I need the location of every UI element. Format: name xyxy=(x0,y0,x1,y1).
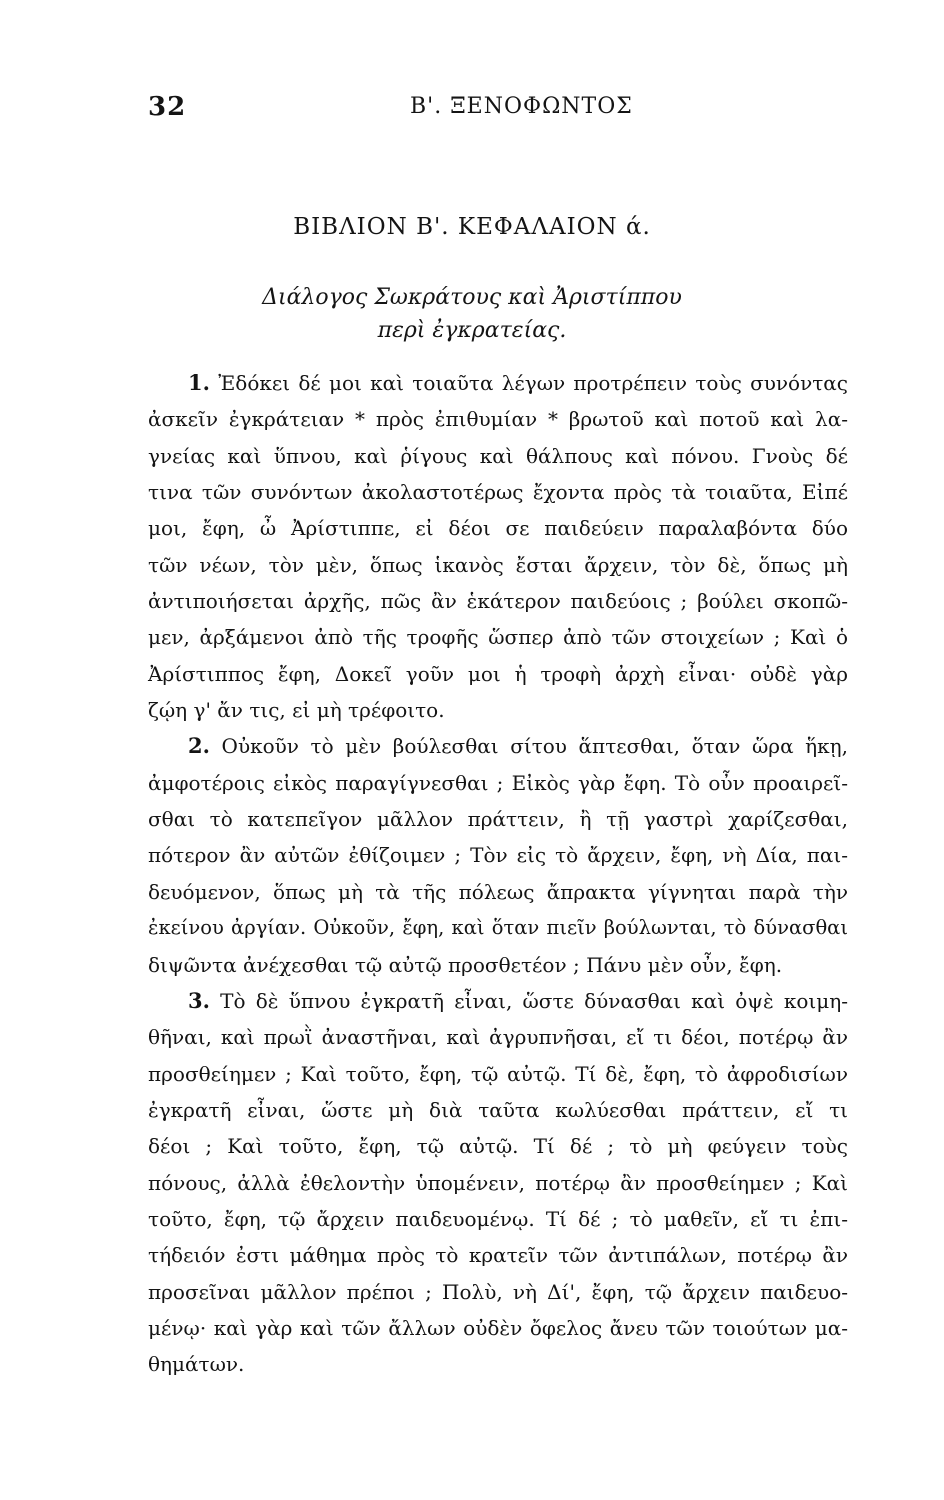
text-line: μοι, ἔφη, ὦ Ἀρίστιππε, εἰ δέοι σε παιδεύειν παραλαβόντα δύο xyxy=(148,516,848,541)
text-line: δευόμενον, ὅπως μὴ τὰ τῆς πόλεως ἄπρακτα γίγνηται παρὰ τὴν xyxy=(148,879,848,904)
text-line: δέοι ; Καὶ τοῦτο, ἔφη, τῷ αὐτῷ. Τί δέ ; τὸ μὴ φεύγειν τοὺς xyxy=(148,1134,848,1159)
text-line: ζῴη γ' ἄν τις, εἰ μὴ τρέφοιτο. xyxy=(148,698,445,723)
text-line: τινα τῶν συνόντων ἀκολαστοτέρως ἔχοντα πρὸς τὰ τοιαῦτα, Εἰπέ xyxy=(148,480,848,505)
text-line: διψῶντα ἀνέχεσθαι τῷ αὐτῷ προσθετέον ; Πάνυ μὲν οὖν, ἔφη. xyxy=(148,952,783,977)
text-line: μεν, ἀρξάμενοι ἀπὸ τῆς τροφῆς ὥσπερ ἀπὸ τῶν στοιχείων ; Καὶ ὁ xyxy=(148,625,848,650)
text-line: Ἀρίστιππος ἔφη, Δοκεῖ γοῦν μοι ἡ τροφὴ ἀρχὴ εἶναι· οὐδὲ γὰρ xyxy=(148,661,848,686)
text-line: τῶν νέων, τὸν μὲν, ὅπως ἱκανὸς ἔσται ἄρχειν, τὸν δὲ, ὅπως μὴ xyxy=(148,552,848,577)
text-line: σθαι τὸ κατεπεῖγον μᾶλλον πράττειν, ἢ τῇ γαστρὶ χαρίζεσθαι, xyxy=(148,807,848,832)
text-line xyxy=(148,728,848,764)
text-line: τήδειόν ἐστι μάθημα πρὸς τὸ κρατεῖν τῶν ἀντιπάλων, ποτέρῳ ἂν xyxy=(148,1243,848,1268)
chapter-subtitle-line-2: περὶ ἐγκρατείας. xyxy=(377,318,567,343)
text-line: προσθείημεν ; Καὶ τοῦτο, ἔφη, τῷ αὐτῷ. Τί δὲ, ἔφη, τὸ ἀφροδισίων xyxy=(148,1061,848,1086)
line-text: Οὐκοῦν τὸ μὲν βούλεσθαι σίτου ἅπτεσθαι, ὅταν ὥρα ἥκῃ, xyxy=(221,734,848,759)
text-line: πόνους, ἀλλὰ ἐθελοντὴν ὑπομένειν, ποτέρῳ ἂν προσθείημεν ; Καὶ xyxy=(148,1170,848,1195)
text-line: ἀμφοτέροις εἰκὸς παραγίγνεσθαι ; Εἰκὸς γὰρ ἔφη. Τὸ οὖν προαιρεῖ- xyxy=(148,770,848,795)
text-line: ἐγκρατῆ εἶναι, ὥστε μὴ διὰ ταῦτα κωλύεσθαι πράττειν, εἴ τι xyxy=(148,1097,848,1122)
text-line: πότερον ἂν αὐτῶν ἐθίζοιμεν ; Τὸν εἰς τὸ ἄρχειν, ἔφη, νὴ Δία, παι- xyxy=(148,843,848,868)
text-line: τοῦτο, ἔφη, τῷ ἄρχειν παιδευομένῳ. Τί δέ ; τὸ μαθεῖν, εἴ τι ἐπι- xyxy=(148,1206,848,1231)
text-line: μένῳ· καὶ γὰρ καὶ τῶν ἄλλων οὐδὲν ὄφελος ἄνευ τῶν τοιούτων μα- xyxy=(148,1315,848,1340)
chapter-subtitle-line-1: Διάλογος Σωκράτους καὶ Ἀριστίππου xyxy=(262,285,682,310)
text-line: ἐκείνου ἀργίαν. Οὐκοῦν, ἔφη, καὶ ὅταν πιεῖν βούλωνται, τὸ δύνασθαι xyxy=(148,916,848,940)
running-head: Β'. ΞΕΝΟΦΩΝΤΟΣ xyxy=(410,94,633,119)
text-line xyxy=(148,983,848,1019)
section-number: 1. xyxy=(188,370,210,395)
text-line: ἀσκεῖν ἐγκράτειαν * πρὸς ἐπιθυμίαν * βρωτοῦ καὶ ποτοῦ καὶ λα- xyxy=(148,407,848,432)
text-line: θῆναι, καὶ πρωῒ ἀναστῆναι, καὶ ἀγρυπνῆσαι, εἴ τι δέοι, ποτέρῳ ἂν xyxy=(148,1025,848,1050)
line-text: Ἐδόκει δέ μοι καὶ τοιαῦτα λέγων προτρέπειν τοὺς συνόντας xyxy=(218,371,849,395)
text-line xyxy=(148,365,848,401)
body-text xyxy=(148,365,848,1383)
line-text: Τὸ δὲ ὕπνου ἐγκρατῆ εἶναι, ὥστε δύνασθαι καὶ ὀψὲ κοιμη- xyxy=(220,988,849,1013)
chapter-heading: ΒΙΒΛΙΟΝ Β'. ΚΕΦΑΛΑΙΟΝ ά. xyxy=(293,214,651,240)
page-number: 32 xyxy=(148,92,187,122)
text-line: ἀντιποιήσεται ἀρχῆς, πῶς ἂν ἑκάτερον παιδεύοις ; βούλει σκοπῶ- xyxy=(148,589,848,614)
section-number: 3. xyxy=(188,987,210,1013)
text-line: προσεῖναι μᾶλλον πρέποι ; Πολὺ, νὴ Δί', ἔφη, τῷ ἄρχειν παιδευο- xyxy=(148,1279,848,1304)
page-header xyxy=(148,92,848,132)
section-number: 2. xyxy=(188,733,210,759)
text-line: γνείας καὶ ὕπνου, καὶ ῥίγους καὶ θάλπους καὶ πόνου. Γνοὺς δέ xyxy=(148,443,848,468)
text-line: θημάτων. xyxy=(148,1352,245,1377)
